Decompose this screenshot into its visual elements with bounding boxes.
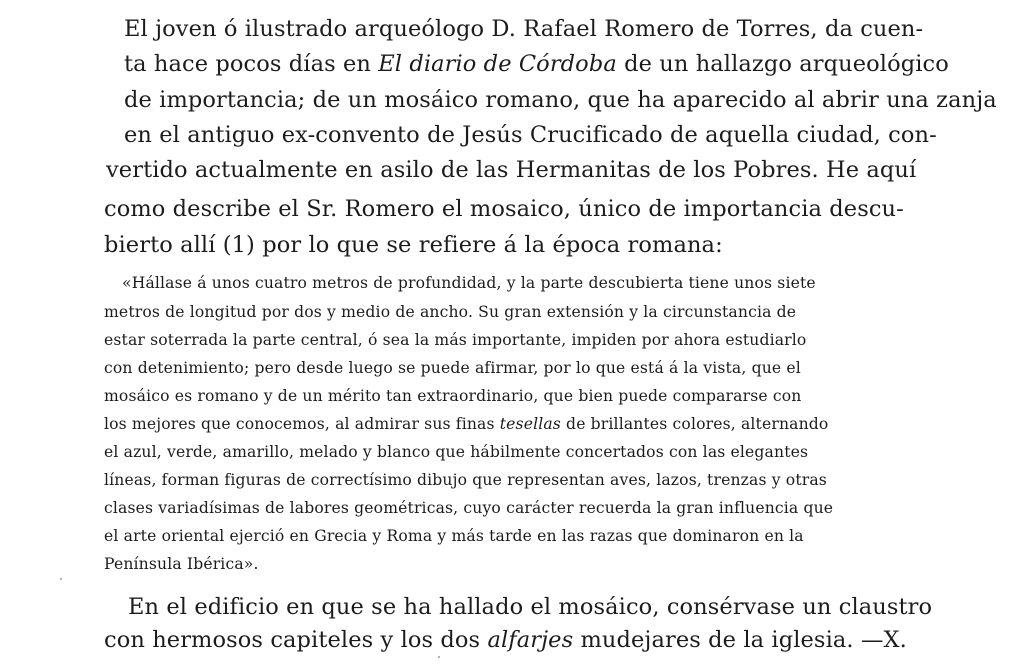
paragraph1-line-7: bierto allí (1) por lo que se refiere á la época romana: <box>104 232 723 258</box>
paragraph1-line-2 <box>124 51 949 77</box>
paragraph2-line-2-text-b: mudejares de la iglesia. —X. <box>573 627 907 653</box>
paragraph1-line-4: en el antiguo ex-convento de Jesús Crucificado de aquella ciudad, con- <box>124 122 937 148</box>
scan-speck <box>60 578 62 580</box>
quote-line-6 <box>104 415 828 433</box>
paragraph1-line-2-text-a: ta hace pocos días en <box>124 51 379 77</box>
quote-line-7: el azul, verde, amarillo, melado y blanco que hábilmente concertados con las elegantes <box>104 443 809 461</box>
quote-line-1: «Hállase á unos cuatro metros de profundidad, y la parte descubierta tiene unos siete <box>122 274 816 292</box>
paragraph2-line-1: En el edificio en que se ha hallado el mosáico, consérvase un claustro <box>128 594 933 620</box>
newspaper-title: El diario de Córdoba <box>378 51 617 77</box>
quote-line-2: metros de longitud por dos y medio de ancho. Su gran extensión y la circunstancia de <box>104 303 797 321</box>
quote-line-4: con detenimiento; pero desde luego se puede afirmar, por lo que está á la vista, que el <box>104 359 801 377</box>
quote-line-10: el arte oriental ejerció en Grecia y Roma y más tarde en las razas que dominaron en la <box>104 527 804 545</box>
quote-italic-term: tesellas <box>499 415 561 433</box>
quote-line-6-text-a: los mejores que conocemos, al admirar sus finas <box>104 415 500 433</box>
paragraph1-line-2-text-b: de un hallazgo arqueológico <box>616 51 949 77</box>
quote-line-11: Península Ibérica». <box>104 555 259 573</box>
scan-speck <box>438 656 440 658</box>
paragraph2-italic-term: alfarjes <box>487 627 574 653</box>
paragraph2-line-2-text-a: con hermosos capiteles y los dos <box>104 627 488 653</box>
quote-line-3: estar soterrada la parte central, ó sea la más importante, impiden por ahora estudiarlo <box>104 331 807 349</box>
paragraph1-line-1: El joven ó ilustrado arqueólogo D. Rafael Romero de Torres, da cuen- <box>124 16 924 42</box>
quote-line-6-text-b: de brillantes colores, alternando <box>560 415 829 433</box>
quote-line-5: mosáico es romano y de un mérito tan extraordinario, que bien puede compararse con <box>104 387 802 405</box>
quote-line-8: líneas, forman figuras de correctísimo dibujo que representan aves, lazos, trenzas y otras <box>104 471 827 489</box>
paragraph1-line-3: de importancia; de un mosáico romano, que ha aparecido al abrir una zanja <box>124 87 997 113</box>
paragraph1-line-5: vertido actualmente en asilo de las Hermanitas de los Pobres. He aquí <box>106 157 917 183</box>
paragraph1-line-6: como describe el Sr. Romero el mosaico, único de importancia descu- <box>104 196 904 222</box>
quote-line-9: clases variadísimas de labores geométricas, cuyo carácter recuerda la gran influencia que <box>104 499 834 517</box>
paragraph2-line-2 <box>104 627 907 653</box>
